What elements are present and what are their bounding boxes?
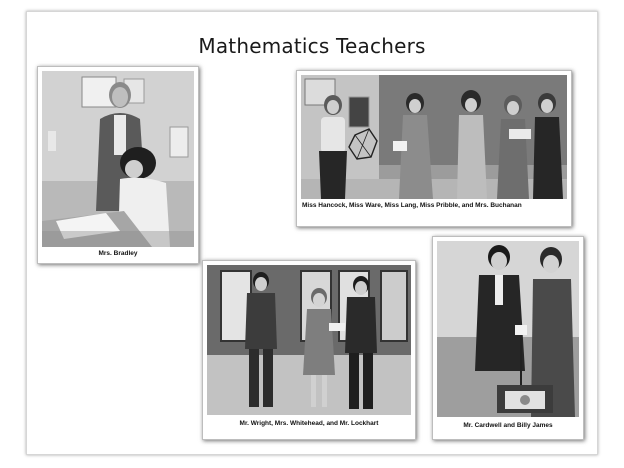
photo-group-five	[301, 75, 567, 199]
photo-card-bradley	[37, 66, 199, 264]
photo-caption: Mrs. Bradley	[98, 250, 138, 257]
photo-caption: Mr. Cardwell and Billy James	[463, 422, 553, 429]
photo-card-wright-group	[202, 260, 416, 440]
photo-card-group-five	[296, 70, 572, 227]
photo-card-cardwell	[432, 236, 584, 440]
photo-wright-group	[207, 265, 411, 415]
page-title: Mathematics Teachers	[198, 34, 426, 58]
photo-caption: Mr. Wright, Mrs. Whitehead, and Mr. Lockhart	[239, 420, 379, 427]
photo-caption: Miss Hancock, Miss Ware, Miss Lang, Miss Pribble, and Mrs. Buchanan	[302, 202, 522, 209]
photo-cardwell	[437, 241, 579, 417]
photo-bradley	[42, 71, 194, 247]
